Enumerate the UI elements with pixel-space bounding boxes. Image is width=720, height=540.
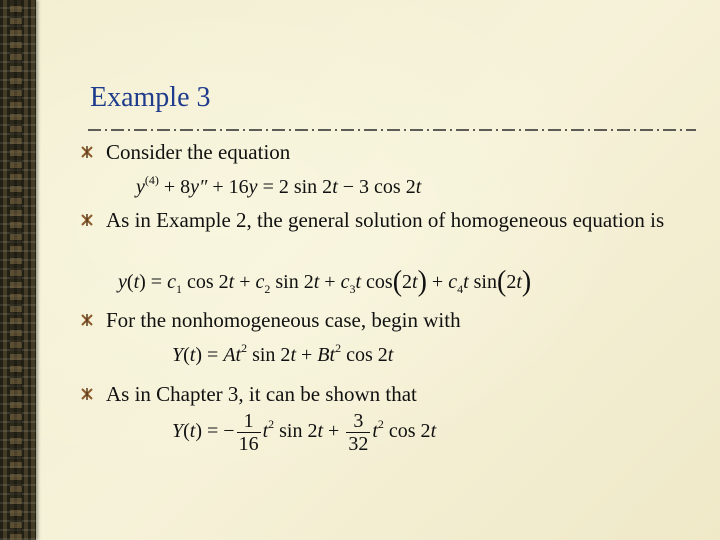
equation-ode: $y^{(4)} + 8y'' + 16y = 2$ sin 2t − 3 cos 2t bbox=[136, 173, 422, 198]
binder-strip bbox=[0, 0, 36, 540]
diamond-bullet-icon bbox=[80, 145, 94, 159]
title-divider bbox=[88, 127, 696, 133]
bullet-text-4: As in Chapter 3, it can be shown that bbox=[106, 382, 417, 406]
diamond-bullet-icon bbox=[80, 387, 94, 401]
slide-title: Example 3 bbox=[90, 82, 211, 113]
bullet-text-1: Consider the equation bbox=[106, 140, 291, 164]
diamond-bullet-icon bbox=[80, 313, 94, 327]
equation-particular: Y(t) = − $\frac{1}{16}$ $t^2$ sin 2t + $\frac{3}{32}$ $t^2$ cos 2t bbox=[172, 410, 437, 455]
diamond-bullet-icon bbox=[80, 213, 94, 227]
bullet-text-2: As in Example 2, the general solution of homogeneous equation is bbox=[106, 208, 665, 232]
equation-trial: $Y(t) = At^2$ $\sin 2t + Bt^2$ cos 2t bbox=[172, 341, 394, 366]
bullet-text-3: For the nonhomogeneous case, begin with bbox=[106, 308, 461, 332]
equation-homogeneous: $y(t) = c_1$ $\cos 2t + c_2$ $\sin 2t + c_3t$ $\cos(2t) + c_4t$ sin(2t) bbox=[118, 265, 532, 298]
